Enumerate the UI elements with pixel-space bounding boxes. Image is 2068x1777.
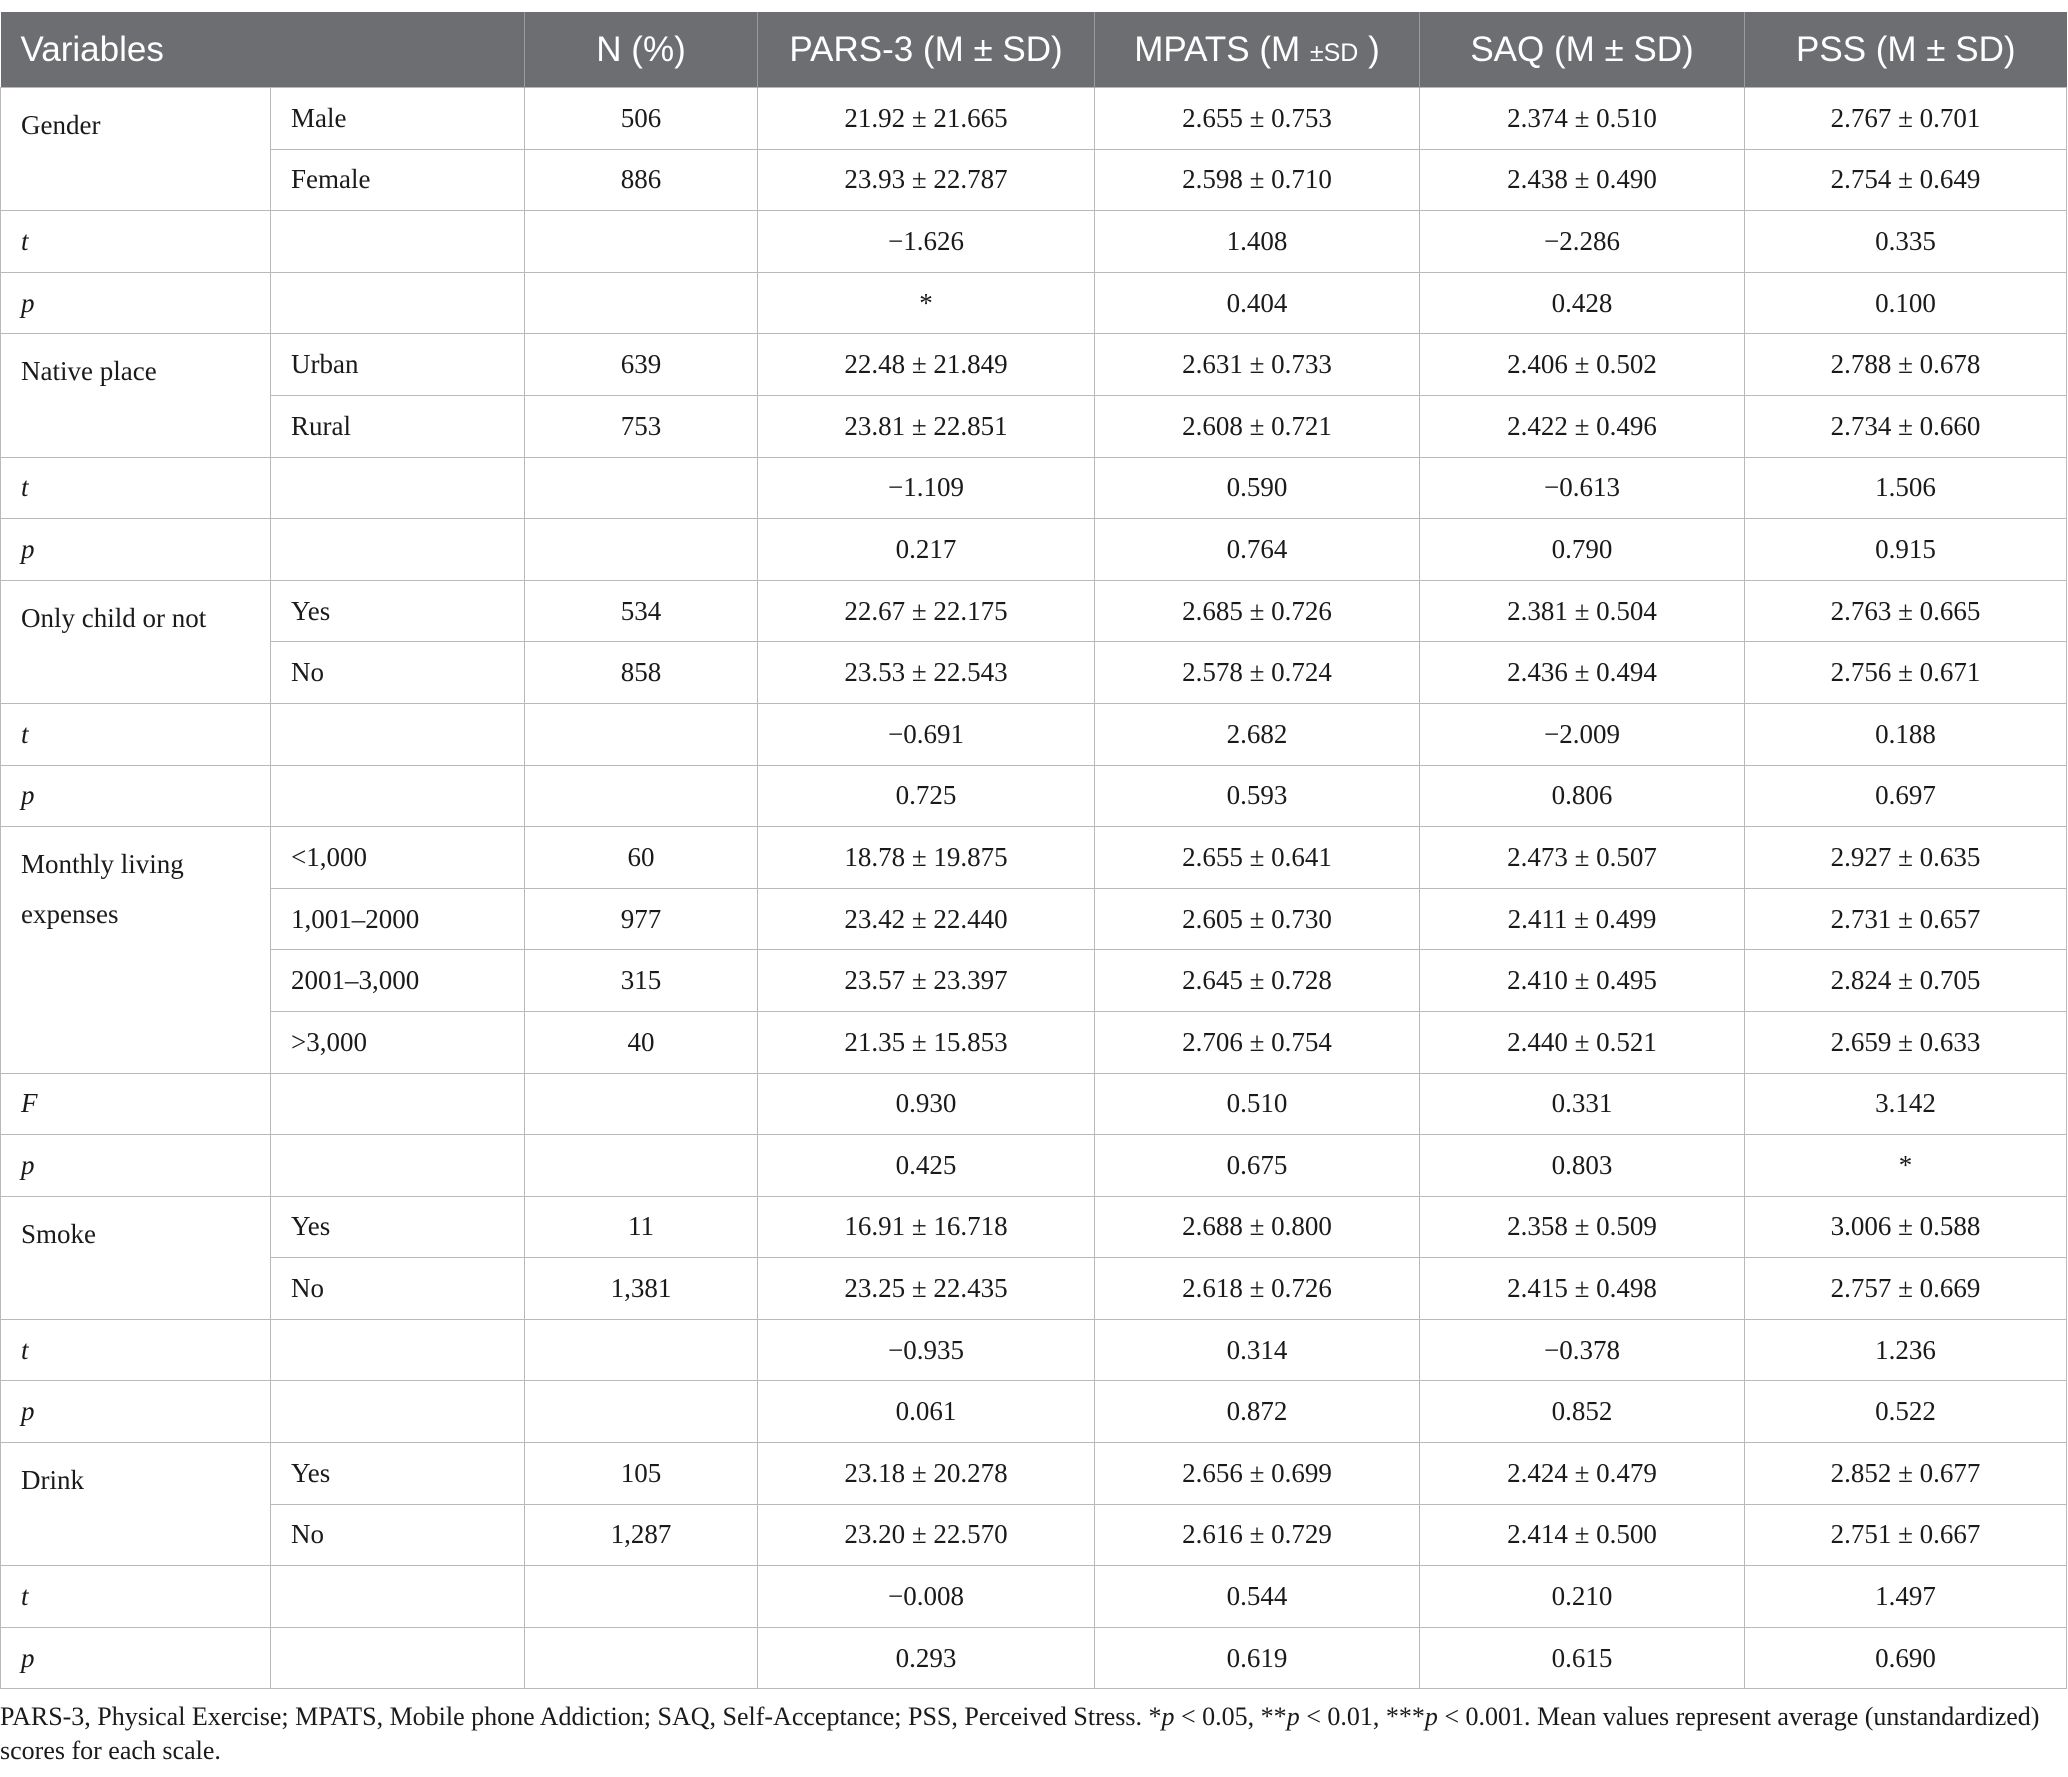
pss-stat-cell: 0.188 <box>1745 703 2067 765</box>
pars-cell: 23.81 ± 22.851 <box>758 395 1095 457</box>
saq-cell: 2.381 ± 0.504 <box>1420 580 1745 642</box>
pars-stat-cell: 0.217 <box>758 519 1095 581</box>
category-cell: 2001–3,000 <box>271 950 525 1012</box>
stat-row <box>1 211 2067 273</box>
header-mpats-sd: ±SD <box>1309 38 1359 67</box>
category-cell: Male <box>271 88 525 150</box>
pars-cell: 23.93 ± 22.787 <box>758 149 1095 211</box>
mpats-cell: 2.631 ± 0.733 <box>1095 334 1420 396</box>
pars-stat-cell: −0.935 <box>758 1319 1095 1381</box>
pss-stat-cell: 0.690 <box>1745 1627 2067 1689</box>
pars-stat-cell: −1.626 <box>758 211 1095 273</box>
saq-stat-cell: 0.428 <box>1420 272 1745 334</box>
stat-name-cell: t <box>1 703 271 765</box>
mpats-stat-cell: 1.408 <box>1095 211 1420 273</box>
variable-label: Only child or not <box>1 580 271 703</box>
n-cell: 886 <box>525 149 758 211</box>
pss-cell: 2.767 ± 0.701 <box>1745 88 2067 150</box>
stat-row <box>1 519 2067 581</box>
pars-cell: 18.78 ± 19.875 <box>758 827 1095 889</box>
pss-cell: 3.006 ± 0.588 <box>1745 1196 2067 1258</box>
mpats-stat-cell: 0.872 <box>1095 1381 1420 1443</box>
empty-cell <box>271 703 525 765</box>
mpats-cell: 2.618 ± 0.726 <box>1095 1258 1420 1320</box>
mpats-cell: 2.706 ± 0.754 <box>1095 1011 1420 1073</box>
pss-cell: 2.754 ± 0.649 <box>1745 149 2067 211</box>
saq-stat-cell: 0.210 <box>1420 1566 1745 1628</box>
pss-stat-cell: 0.335 <box>1745 211 2067 273</box>
pss-cell: 2.927 ± 0.635 <box>1745 827 2067 889</box>
saq-cell: 2.414 ± 0.500 <box>1420 1504 1745 1566</box>
mpats-stat-cell: 0.593 <box>1095 765 1420 827</box>
category-cell: Yes <box>271 1443 525 1505</box>
pars-stat-cell: 0.725 <box>758 765 1095 827</box>
descriptive-statistics-table <box>0 12 2067 1689</box>
mpats-cell: 2.605 ± 0.730 <box>1095 888 1420 950</box>
mpats-cell: 2.656 ± 0.699 <box>1095 1443 1420 1505</box>
header-n: N (%) <box>525 12 758 88</box>
saq-stat-cell: −0.613 <box>1420 457 1745 519</box>
empty-cell <box>525 703 758 765</box>
n-cell: 40 <box>525 1011 758 1073</box>
variable-label: Drink <box>1 1443 271 1566</box>
pss-cell: 2.659 ± 0.633 <box>1745 1011 2067 1073</box>
empty-cell <box>271 1073 525 1135</box>
stat-name-cell: p <box>1 272 271 334</box>
stat-row <box>1 1319 2067 1381</box>
empty-cell <box>525 272 758 334</box>
table-row <box>1 149 2067 211</box>
pss-stat-cell: * <box>1745 1135 2067 1197</box>
category-cell: No <box>271 1504 525 1566</box>
pars-cell: 23.25 ± 22.435 <box>758 1258 1095 1320</box>
category-cell: 1,001–2000 <box>271 888 525 950</box>
pss-cell: 2.731 ± 0.657 <box>1745 888 2067 950</box>
pss-stat-cell: 0.100 <box>1745 272 2067 334</box>
category-cell: No <box>271 642 525 704</box>
empty-cell <box>525 519 758 581</box>
table-row <box>1 88 2067 150</box>
stat-name-cell: F <box>1 1073 271 1135</box>
footnote-p-1: p <box>1161 1702 1175 1731</box>
pss-stat-cell: 1.497 <box>1745 1566 2067 1628</box>
empty-cell <box>525 211 758 273</box>
category-cell: No <box>271 1258 525 1320</box>
empty-cell <box>271 457 525 519</box>
mpats-stat-cell: 0.590 <box>1095 457 1420 519</box>
n-cell: 977 <box>525 888 758 950</box>
saq-cell: 2.440 ± 0.521 <box>1420 1011 1745 1073</box>
stat-row <box>1 272 2067 334</box>
header-mpats-close: ) <box>1358 29 1380 69</box>
pss-cell: 2.824 ± 0.705 <box>1745 950 2067 1012</box>
footnote-text-3: < 0.01, *** <box>1299 1702 1425 1731</box>
empty-cell <box>271 272 525 334</box>
variable-label: Smoke <box>1 1196 271 1319</box>
category-cell: Yes <box>271 1196 525 1258</box>
mpats-stat-cell: 0.675 <box>1095 1135 1420 1197</box>
pars-cell: 23.18 ± 20.278 <box>758 1443 1095 1505</box>
n-cell: 105 <box>525 1443 758 1505</box>
stat-row <box>1 457 2067 519</box>
variable-label: Monthly living expenses <box>1 827 271 1073</box>
mpats-cell: 2.598 ± 0.710 <box>1095 149 1420 211</box>
pss-cell: 2.788 ± 0.678 <box>1745 334 2067 396</box>
table-row <box>1 642 2067 704</box>
stat-name-cell: p <box>1 765 271 827</box>
category-cell: >3,000 <box>271 1011 525 1073</box>
saq-stat-cell: 0.615 <box>1420 1627 1745 1689</box>
table-row <box>1 334 2067 396</box>
stat-row <box>1 1627 2067 1689</box>
empty-cell <box>271 765 525 827</box>
stat-row <box>1 1381 2067 1443</box>
mpats-stat-cell: 0.764 <box>1095 519 1420 581</box>
stat-name-cell: p <box>1 1135 271 1197</box>
empty-cell <box>525 765 758 827</box>
saq-cell: 2.415 ± 0.498 <box>1420 1258 1745 1320</box>
header-pars: PARS-3 (M ± SD) <box>758 12 1095 88</box>
header-pss: PSS (M ± SD) <box>1745 12 2067 88</box>
table-row <box>1 1504 2067 1566</box>
empty-cell <box>271 1135 525 1197</box>
pars-cell: 23.20 ± 22.570 <box>758 1504 1095 1566</box>
saq-cell: 2.424 ± 0.479 <box>1420 1443 1745 1505</box>
pars-cell: 16.91 ± 16.718 <box>758 1196 1095 1258</box>
mpats-cell: 2.688 ± 0.800 <box>1095 1196 1420 1258</box>
pars-stat-cell: −0.691 <box>758 703 1095 765</box>
pars-cell: 21.35 ± 15.853 <box>758 1011 1095 1073</box>
pss-stat-cell: 0.915 <box>1745 519 2067 581</box>
stat-row <box>1 1135 2067 1197</box>
pss-stat-cell: 1.236 <box>1745 1319 2067 1381</box>
n-cell: 11 <box>525 1196 758 1258</box>
pars-stat-cell: 0.930 <box>758 1073 1095 1135</box>
saq-stat-cell: 0.803 <box>1420 1135 1745 1197</box>
saq-cell: 2.410 ± 0.495 <box>1420 950 1745 1012</box>
table-row <box>1 1196 2067 1258</box>
stat-name-cell: t <box>1 457 271 519</box>
stat-name-cell: p <box>1 519 271 581</box>
empty-cell <box>525 457 758 519</box>
pss-stat-cell: 0.697 <box>1745 765 2067 827</box>
category-cell: Female <box>271 149 525 211</box>
footnote-text-2: < 0.05, ** <box>1174 1702 1287 1731</box>
footnote-text-4: < 0.001. Mean values represent average (unstandardized) scores for each scale. <box>0 1702 2040 1765</box>
pars-cell: 23.53 ± 22.543 <box>758 642 1095 704</box>
empty-cell <box>271 1319 525 1381</box>
mpats-stat-cell: 0.404 <box>1095 272 1420 334</box>
pss-stat-cell: 0.522 <box>1745 1381 2067 1443</box>
header-mpats-main: MPATS (M <box>1134 29 1310 69</box>
mpats-stat-cell: 0.510 <box>1095 1073 1420 1135</box>
header-mpats <box>1095 12 1420 88</box>
saq-cell: 2.473 ± 0.507 <box>1420 827 1745 889</box>
table-row <box>1 888 2067 950</box>
pss-stat-cell: 3.142 <box>1745 1073 2067 1135</box>
mpats-cell: 2.685 ± 0.726 <box>1095 580 1420 642</box>
mpats-stat-cell: 0.314 <box>1095 1319 1420 1381</box>
n-cell: 60 <box>525 827 758 889</box>
n-cell: 639 <box>525 334 758 396</box>
saq-cell: 2.358 ± 0.509 <box>1420 1196 1745 1258</box>
empty-cell <box>271 211 525 273</box>
pss-cell: 2.734 ± 0.660 <box>1745 395 2067 457</box>
table-row <box>1 1258 2067 1320</box>
mpats-cell: 2.608 ± 0.721 <box>1095 395 1420 457</box>
mpats-cell: 2.645 ± 0.728 <box>1095 950 1420 1012</box>
empty-cell <box>525 1319 758 1381</box>
n-cell: 1,381 <box>525 1258 758 1320</box>
stat-row <box>1 703 2067 765</box>
category-cell: Rural <box>271 395 525 457</box>
pars-cell: 21.92 ± 21.665 <box>758 88 1095 150</box>
header-saq: SAQ (M ± SD) <box>1420 12 1745 88</box>
mpats-cell: 2.616 ± 0.729 <box>1095 1504 1420 1566</box>
stat-name-cell: t <box>1 1319 271 1381</box>
pars-stat-cell: * <box>758 272 1095 334</box>
pars-stat-cell: −1.109 <box>758 457 1095 519</box>
n-cell: 1,287 <box>525 1504 758 1566</box>
empty-cell <box>271 1627 525 1689</box>
mpats-cell: 2.655 ± 0.753 <box>1095 88 1420 150</box>
saq-stat-cell: 0.790 <box>1420 519 1745 581</box>
empty-cell <box>525 1135 758 1197</box>
saq-stat-cell: −0.378 <box>1420 1319 1745 1381</box>
table-body <box>1 88 2067 1689</box>
empty-cell <box>271 1566 525 1628</box>
empty-cell <box>271 1381 525 1443</box>
footnote-p-3: p <box>1424 1702 1438 1731</box>
saq-cell: 2.374 ± 0.510 <box>1420 88 1745 150</box>
pars-cell: 23.57 ± 23.397 <box>758 950 1095 1012</box>
pars-cell: 23.42 ± 22.440 <box>758 888 1095 950</box>
empty-cell <box>525 1566 758 1628</box>
stat-name-cell: t <box>1 211 271 273</box>
stat-row <box>1 1566 2067 1628</box>
empty-cell <box>525 1381 758 1443</box>
empty-cell <box>271 519 525 581</box>
saq-stat-cell: 0.331 <box>1420 1073 1745 1135</box>
n-cell: 858 <box>525 642 758 704</box>
empty-cell <box>525 1073 758 1135</box>
n-cell: 315 <box>525 950 758 1012</box>
table-row <box>1 827 2067 889</box>
category-cell: <1,000 <box>271 827 525 889</box>
table-row <box>1 1443 2067 1505</box>
saq-cell: 2.438 ± 0.490 <box>1420 149 1745 211</box>
stat-name-cell: t <box>1 1566 271 1628</box>
variable-label: Gender <box>1 88 271 211</box>
footnote-p-2: p <box>1286 1702 1300 1731</box>
pars-cell: 22.48 ± 21.849 <box>758 334 1095 396</box>
data-table-container <box>0 12 2066 1689</box>
saq-stat-cell: −2.286 <box>1420 211 1745 273</box>
pss-cell: 2.756 ± 0.671 <box>1745 642 2067 704</box>
saq-stat-cell: 0.852 <box>1420 1381 1745 1443</box>
pss-stat-cell: 1.506 <box>1745 457 2067 519</box>
stat-row <box>1 1073 2067 1135</box>
table-row <box>1 950 2067 1012</box>
category-cell: Yes <box>271 580 525 642</box>
pss-cell: 2.751 ± 0.667 <box>1745 1504 2067 1566</box>
table-footnote <box>0 1700 2060 1768</box>
saq-stat-cell: 0.806 <box>1420 765 1745 827</box>
n-cell: 753 <box>525 395 758 457</box>
saq-cell: 2.406 ± 0.502 <box>1420 334 1745 396</box>
variable-label: Native place <box>1 334 271 457</box>
saq-cell: 2.436 ± 0.494 <box>1420 642 1745 704</box>
mpats-stat-cell: 0.544 <box>1095 1566 1420 1628</box>
saq-cell: 2.411 ± 0.499 <box>1420 888 1745 950</box>
mpats-stat-cell: 2.682 <box>1095 703 1420 765</box>
pars-stat-cell: 0.061 <box>758 1381 1095 1443</box>
mpats-cell: 2.655 ± 0.641 <box>1095 827 1420 889</box>
footnote-text-1: PARS-3, Physical Exercise; MPATS, Mobile phone Addiction; SAQ, Self-Acceptance; PSS, Perceived Stress. * <box>0 1702 1162 1731</box>
table-header <box>1 12 2067 88</box>
pss-cell: 2.763 ± 0.665 <box>1745 580 2067 642</box>
n-cell: 534 <box>525 580 758 642</box>
pars-cell: 22.67 ± 22.175 <box>758 580 1095 642</box>
pars-stat-cell: −0.008 <box>758 1566 1095 1628</box>
header-variables: Variables <box>1 12 525 88</box>
pars-stat-cell: 0.425 <box>758 1135 1095 1197</box>
mpats-stat-cell: 0.619 <box>1095 1627 1420 1689</box>
stat-name-cell: p <box>1 1627 271 1689</box>
table-row <box>1 1011 2067 1073</box>
table-row <box>1 580 2067 642</box>
saq-stat-cell: −2.009 <box>1420 703 1745 765</box>
pars-stat-cell: 0.293 <box>758 1627 1095 1689</box>
pss-cell: 2.757 ± 0.669 <box>1745 1258 2067 1320</box>
header-row <box>1 12 2067 88</box>
table-row <box>1 395 2067 457</box>
empty-cell <box>525 1627 758 1689</box>
category-cell: Urban <box>271 334 525 396</box>
n-cell: 506 <box>525 88 758 150</box>
saq-cell: 2.422 ± 0.496 <box>1420 395 1745 457</box>
stat-row <box>1 765 2067 827</box>
stat-name-cell: p <box>1 1381 271 1443</box>
pss-cell: 2.852 ± 0.677 <box>1745 1443 2067 1505</box>
mpats-cell: 2.578 ± 0.724 <box>1095 642 1420 704</box>
